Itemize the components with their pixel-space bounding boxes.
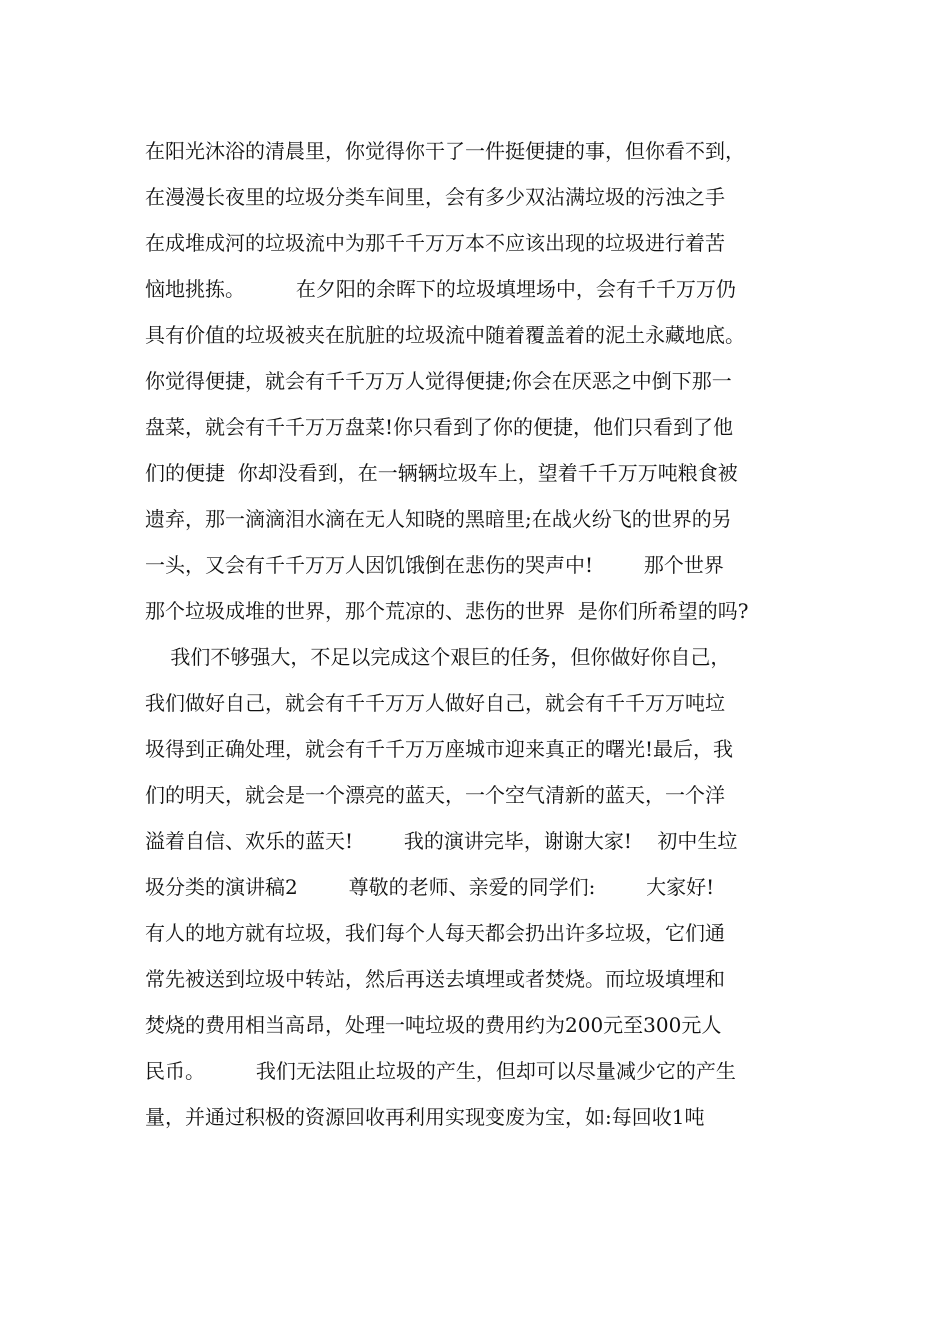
text-line: 圾分类的演讲稿2 尊敬的老师、亲爱的同学们: 大家好! xyxy=(145,875,715,899)
text-line: 你觉得便捷，就会有千千万万人觉得便捷;你会在厌恶之中倒下那一 xyxy=(145,369,732,393)
text-line: 遗弃，那一滴滴泪水滴在无人知晓的黑暗里;在战火纷飞的世界的另 xyxy=(145,507,732,531)
text-line: 我们做好自己，就会有千千万万人做好自己，就会有千千万万吨垃 xyxy=(145,691,725,715)
text-line: 具有价值的垃圾被夹在肮脏的垃圾流中随着覆盖着的泥土永藏地底。 xyxy=(145,323,745,347)
text-line: 们的便捷 你却没看到，在一辆辆垃圾车上，望着千千万万吨粮食被 xyxy=(145,461,738,485)
text-line: 在漫漫长夜里的垃圾分类车间里，会有多少双沾满垃圾的污浊之手 xyxy=(145,185,725,209)
text-line: 一头，又会有千千万万人因饥饿倒在悲伤的哭声中! 那个世界 xyxy=(145,553,724,577)
text-line: 量，并通过积极的资源回收再利用实现变废为宝，如:每回收1吨 xyxy=(145,1105,705,1129)
text-line: 们的明天，就会是一个漂亮的蓝天，一个空气清新的蓝天，一个洋 xyxy=(145,783,725,807)
body-text xyxy=(145,128,825,1140)
text-line: 盘菜，就会有千千万万盘菜!你只看到了你的便捷，他们只看到了他 xyxy=(145,415,734,439)
text-line: 溢着自信、欢乐的蓝天! 我的演讲完毕，谢谢大家! 初中生垃 xyxy=(145,829,738,853)
text-line: 焚烧的费用相当高昂，处理一吨垃圾的费用约为200元至300元人 xyxy=(145,1013,722,1037)
text-line: 我们不够强大，不足以完成这个艰巨的任务，但你做好你自己， xyxy=(145,645,731,669)
text-line: 圾得到正确处理，就会有千千万万座城市迎来真正的曙光!最后，我 xyxy=(145,737,734,761)
text-line: 有人的地方就有垃圾，我们每个人每天都会扔出许多垃圾，它们通 xyxy=(145,921,725,945)
text-line: 恼地挑拣。 在夕阳的余晖下的垃圾填埋场中，会有千千万万仍 xyxy=(145,277,736,301)
text-line: 民币。 我们无法阻止垃圾的产生，但却可以尽量减少它的产生 xyxy=(145,1059,736,1083)
text-line: 那个垃圾成堆的世界，那个荒凉的、悲伤的世界 是你们所希望的吗? xyxy=(145,599,749,623)
text-line: 在成堆成河的垃圾流中为那千千万万本不应该出现的垃圾进行着苦 xyxy=(145,231,725,255)
text-line: 常先被送到垃圾中转站，然后再送去填埋或者焚烧。而垃圾填埋和 xyxy=(145,967,725,991)
text-line: 在阳光沐浴的清晨里，你觉得你干了一件挺便捷的事，但你看不到， xyxy=(145,139,745,163)
